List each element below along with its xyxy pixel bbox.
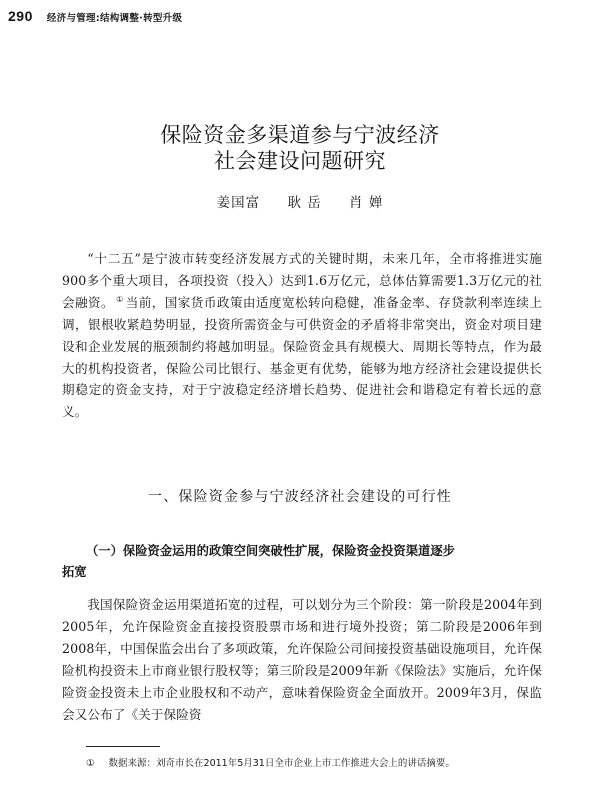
intro-text-before-note: “十二五”是宁波市转变经济发展方式的关键时期，未来几年，全市将推进实施900多个重大项目，各项投资（投入）达到1.6万亿元，总体估算需要1.3万亿元的社会融资。 — [62, 251, 542, 310]
footnote-text: 数据来源：刘奇市长在2011年5月31日全市企业上市工作推进大会上的讲话摘要。 — [108, 758, 455, 769]
intro-paragraph — [62, 248, 542, 423]
running-head: 经济与管理:结构调整·转型升级 — [46, 13, 183, 24]
section-heading: 一、保险资金参与宁波经济社会建设的可行性 — [148, 489, 452, 505]
footnote-reference: ① — [116, 294, 124, 304]
subsection-heading-line-1: （一）保险资金运用的政策空间突破性扩展，保险资金投资渠道逐步 — [86, 544, 455, 558]
intro-text-after-note: 当前，国家货币政策由适度宽松转向稳健，准备金率、存贷款利率连续上调，银根收紧趋势明显，投资所需资金与可供资金的矛盾将非常突出，资金对项目建设和企业发展的瓶颈制约将越加明显。保险资金具有规模大、周期长等特点，作为最大的机构投资者，保险公司比银行、基金更有优势，能够为地方经济社会建设提供长期稳定的资金支持，对于宁波稳定经济增长趋势、促进社会和谐稳定有着长远的意义。 — [62, 294, 543, 420]
article-title-line-1: 保险资金多渠道参与宁波经济 — [160, 123, 440, 147]
footnote-divider — [86, 746, 160, 747]
author-list — [0, 191, 600, 211]
body-paragraph: 我国保险资金运用渠道拓宽的过程，可以划分为三个阶段：第一阶段是2004年到2005年，允许保险资金直接投资股票市场和进行境外投资；第二阶段是2006年到2008年，中国保监会出台了多项政策，允许保险公司间接投资基础设施项目，允许保险机构投资未上市商业银行股权等；第三阶段是2009年新《保险法》实施后，允许保险资金投资未上市企业股权和不动产，意味着保险资金全面放开。2009年3月，保监会又公布了《关于保险资 — [62, 597, 542, 722]
page-number: 290 — [8, 8, 33, 24]
author-1: 姜国富 — [216, 195, 261, 211]
footnote-marker: ① — [86, 758, 95, 769]
author-2: 耿 岳 — [287, 195, 322, 211]
subsection-heading — [62, 541, 546, 583]
author-3: 肖 婵 — [349, 195, 384, 211]
page-header — [8, 8, 182, 24]
footnote — [86, 757, 556, 771]
article-title-line-2: 社会建设问题研究 — [214, 149, 386, 173]
subsection-heading-line-2: 拓宽 — [62, 565, 87, 579]
